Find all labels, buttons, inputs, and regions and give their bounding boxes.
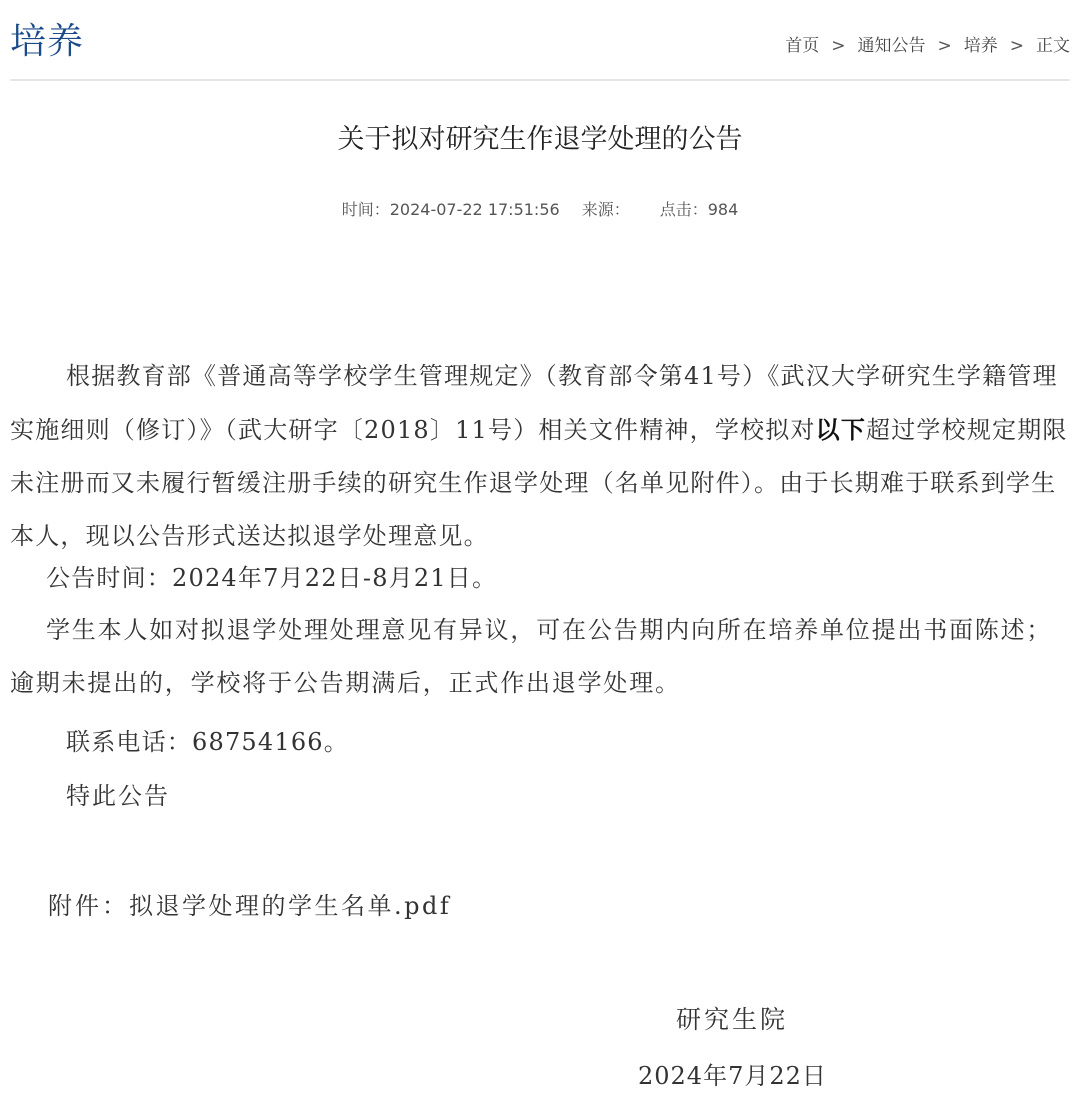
section-title: 培养 bbox=[10, 21, 85, 62]
article-meta bbox=[0, 198, 1080, 222]
breadcrumb-separator: > bbox=[831, 36, 846, 56]
breadcrumb-training-link[interactable]: 培养 bbox=[963, 36, 998, 56]
article-title: 关于拟对研究生作退学处理的公告 bbox=[337, 124, 743, 155]
meta-time-label: 时间： bbox=[341, 200, 390, 219]
notice-period: 公告时间：2024年7月22日-8月21日。 bbox=[46, 564, 498, 592]
attachment-label: 附件： bbox=[48, 892, 129, 920]
meta-clicks-label: 点击： bbox=[659, 200, 708, 219]
breadcrumb-current: 正文 bbox=[1036, 36, 1070, 56]
header-divider bbox=[10, 79, 1070, 81]
page-header bbox=[0, 0, 1080, 80]
breadcrumb-home-link[interactable]: 首页 bbox=[785, 36, 820, 56]
breadcrumb-separator: > bbox=[1009, 36, 1024, 56]
paragraph-regulation bbox=[10, 350, 1072, 563]
attachment-link[interactable]: 拟退学处理的学生名单.pdf bbox=[129, 892, 452, 920]
contact-phone: 联系电话：68754166。 bbox=[66, 728, 349, 756]
breadcrumb bbox=[785, 34, 1070, 58]
paragraph-regulation-emphasis: 以下 bbox=[815, 415, 867, 444]
meta-clicks-value: 984 bbox=[707, 200, 739, 219]
attachment bbox=[48, 888, 451, 924]
breadcrumb-separator: > bbox=[937, 36, 952, 56]
signature: 研究生院 bbox=[676, 1005, 789, 1034]
meta-time-value: 2024-07-22 17:51:56 bbox=[389, 200, 560, 219]
meta-source-label: 来源： bbox=[581, 200, 630, 219]
paragraph-objection: 学生本人如对拟退学处理处理意见有异议，可在公告期内向所在培养单位提出书面陈述；逾期未提出的，学校将于公告期满后，正式作出退学处理。 bbox=[10, 616, 1053, 697]
paragraph-regulation-text-cont: 超过学校规定期限未注册而又未履行暂缓注册手续的研究生作退学处理（名单见附件）。由于长期难于联系到学生本人，现以公告形式送达拟退学处理意见。 bbox=[10, 416, 1068, 550]
closing-text: 特此公告 bbox=[66, 782, 170, 810]
breadcrumb-notices-link[interactable]: 通知公告 bbox=[857, 36, 926, 56]
paragraph-regulation-text: 根据教育部《普通高等学校学生管理规定》（教育部令第41号）《武汉大学研究生学籍管理实施细则（修订）》（武大研字〔2018〕11号）相关文件精神，学校拟对 bbox=[10, 362, 1058, 444]
signature-date: 2024年7月22日 bbox=[638, 1062, 827, 1090]
